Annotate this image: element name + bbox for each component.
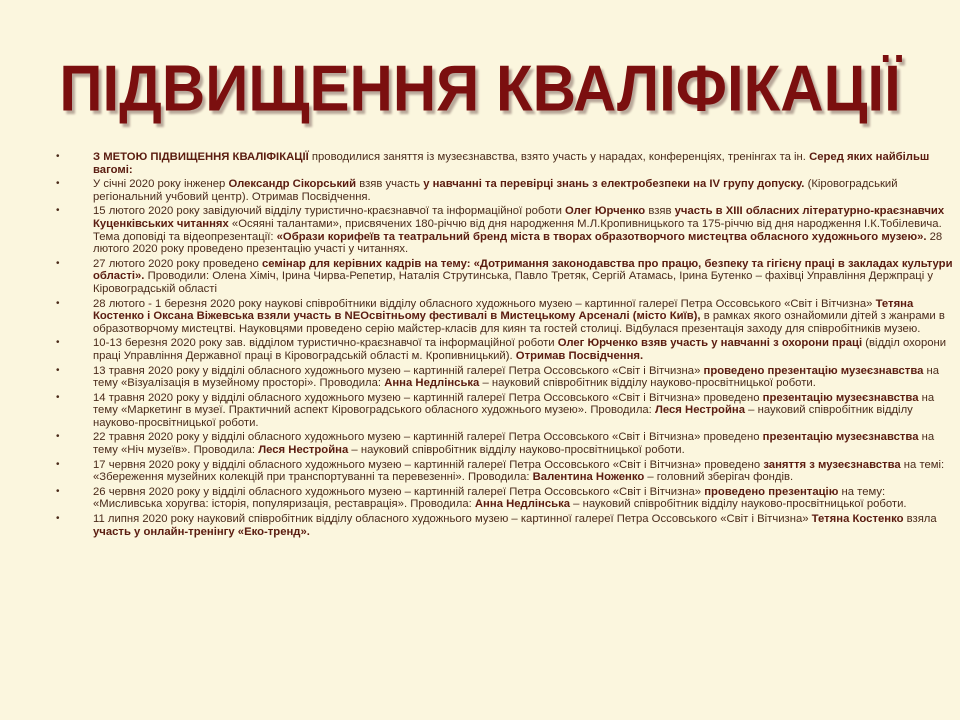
text: на тему «Візуалізація в музейному просторі». Проводила: bbox=[93, 364, 940, 390]
text: «Осяяні талантами», присвячених 180-річчю від дня народження М.Л.Кропивницького та 175-річчю від дня народження І.К.Тобілевича. Тема доповіді та відеопрезентації: bbox=[93, 217, 942, 243]
list-item bbox=[56, 178, 954, 203]
bold-text: З МЕТОЮ ПІДВИЩЕННЯ КВАЛІФІКАЦІЇ bbox=[93, 151, 309, 163]
bold-text: презентацію музеєзнавства bbox=[762, 431, 919, 444]
text: на тему: «Мисливська хоругва: історія, популяризація, реставрація». Проводила: bbox=[93, 485, 886, 511]
text: У січні 2020 року інженер bbox=[93, 178, 229, 191]
text: проводилися заняття із музеєзнавства, взято участь у нарадах, конференціях, тренінгах та ін. bbox=[308, 151, 810, 163]
list-item bbox=[56, 337, 954, 362]
bullet-icon: • bbox=[56, 178, 60, 190]
list-item bbox=[56, 431, 954, 456]
bold-text: Леся Нестройна bbox=[258, 444, 349, 457]
text: взяв bbox=[645, 205, 675, 218]
text: – головний зберігач фондів. bbox=[644, 471, 794, 484]
list-item bbox=[56, 298, 954, 336]
bold-text: Валентина Ноженко bbox=[532, 471, 645, 484]
bullet-icon: • bbox=[56, 513, 60, 525]
bullet-icon: • bbox=[56, 391, 60, 403]
bullet-icon: • bbox=[56, 431, 60, 443]
bold-text: Олег Юрченко взяв участь у навчанні з охорони праці bbox=[557, 337, 863, 350]
text: – науковий співробітник відділу науково-просвітницької роботи. bbox=[479, 377, 816, 390]
text: 28 лютого - 1 березня 2020 року наукові співробітники відділу обласного художнього музею – картинної галереї Петра Оссовського «Світ і Вітчизна» bbox=[93, 297, 876, 310]
text: на тему «Ніч музеїв». Проводила: bbox=[93, 431, 935, 457]
text: 17 червня 2020 року у відділі обласного художнього музею – картинній галереї Петра Оссовського «Світ і Вітчизна» проведено bbox=[93, 458, 764, 471]
bullet-icon: • bbox=[56, 337, 60, 349]
text: 11 липня 2020 року науковий співробітник відділу обласного художнього музею – картинної галереї Петра Оссовського «Світ і Вітчизна» bbox=[93, 513, 812, 526]
list-item bbox=[56, 151, 954, 176]
bold-text: Олег Юрченко bbox=[565, 205, 646, 218]
bullet-icon: • bbox=[56, 257, 60, 269]
list-item bbox=[56, 205, 954, 255]
bold-text: презентацію музеєзнавства bbox=[762, 391, 919, 404]
text: 15 лютого 2020 року завідуючий відділу туристично-краєзнавчої та інформаційної роботи bbox=[93, 205, 566, 218]
list-item bbox=[56, 365, 954, 390]
text: 27 лютого 2020 року проведено bbox=[93, 257, 262, 270]
text: 28 лютого 2020 року проведено презентацію участі у читаннях. bbox=[93, 230, 943, 256]
list-item bbox=[56, 392, 954, 430]
text: 22 травня 2020 року у відділі обласного художнього музею – картинній галереї Петра Оссовського «Світ і Вітчизна» проведено bbox=[93, 431, 763, 444]
bold-text: проведено презентацію музеєзнавства bbox=[703, 364, 924, 377]
bold-text: участь в XIII обласних літературно-краєзнавчих Куценківських читаннях bbox=[93, 205, 945, 230]
bullet-icon: • bbox=[56, 458, 60, 470]
text: – науковий співробітник відділу науково-просвітницької роботи. bbox=[348, 444, 685, 457]
list-item bbox=[56, 486, 954, 511]
bold-text: у навчанні та перевірці знань з електробезпеки на IV групу допуску. bbox=[423, 178, 805, 191]
bullet-list bbox=[56, 151, 954, 540]
bullet-icon: • bbox=[56, 297, 60, 309]
text: взяв участь bbox=[356, 178, 424, 191]
text: на темі: «Збереження музейних колекцій при транспортуванні та перевезенні». Проводила: bbox=[93, 458, 945, 484]
text: 10-13 березня 2020 року зав. відділом туристично-краєзнавчої та інформаційної роботи bbox=[93, 337, 558, 350]
bold-text: Анна Недлінська bbox=[384, 377, 480, 390]
text: 13 травня 2020 року у відділі обласного художнього музею – картинній галереї Петра Оссовського «Світ і Вітчизна» bbox=[93, 364, 704, 377]
bold-text: Отримав Посвідчення. bbox=[515, 349, 644, 362]
list-item bbox=[56, 459, 954, 484]
bold-text: проведено презентацію bbox=[704, 485, 839, 498]
page-title: ПІДВИЩЕННЯ КВАЛІФІКАЦІЇ bbox=[59, 52, 901, 125]
bold-text: Тетяна Костенко bbox=[811, 513, 904, 526]
text: (Кіровоградський регіональний учбовий центр). Отримав Посвідчення. bbox=[93, 178, 898, 203]
bullet-icon: • bbox=[56, 151, 60, 162]
bold-text: Анна Недлінська bbox=[474, 498, 571, 511]
bold-text: Леся Нестройна bbox=[654, 404, 746, 417]
text: взяла bbox=[903, 513, 937, 526]
text: Проводили: Олена Хіміч, Ірина Чирва-Репетир, Наталія Струтинська, Павло Третяк, Сергій Атамась, Ірина Бутенко – фахівці Управління Держпраці у Кіровоградській області bbox=[93, 270, 934, 295]
bold-text: Серед яких найбільш вагомі: bbox=[93, 151, 930, 176]
list-item bbox=[56, 513, 954, 538]
list-item bbox=[56, 258, 954, 296]
bullet-icon: • bbox=[56, 205, 60, 217]
text: в рамках якого ознайомили дітей з жанрами в образотворчому мистецтві. Науковцями проведено серію майстер-класів для киян та гостей столиці. Відбулася презентація заходу для співробітників музею. bbox=[93, 310, 945, 335]
text: (відділ охорони праці Управління Державної праці в Кіровоградській області м. Кропивницький). bbox=[93, 337, 947, 362]
text: – науковий співробітник відділу науково-просвітницької роботи. bbox=[570, 498, 907, 511]
text: 14 травня 2020 року у відділі обласного художнього музею – картинній галереї Петра Оссовського «Світ і Вітчизна» проведено bbox=[93, 391, 763, 404]
bold-text: семінар для керівних кадрів на тему: «Дотримання законодавства про працю, безпеку та гігієну праці в закладах культури області». bbox=[93, 257, 953, 283]
text: 26 червня 2020 року у відділі обласного художнього музею – картинній галереї Петра Оссовського «Світ і Вітчизна» bbox=[93, 485, 705, 498]
bold-text: «Образи корифеїв та театральний бренд міста в творах образотворчого мистецтва обласного художнього музею». bbox=[276, 230, 927, 243]
bullet-icon: • bbox=[56, 364, 60, 376]
bold-text: Олександр Сікорський bbox=[228, 178, 357, 191]
bold-text: Тетяна Костенко і Оксана Віжевська взяли участь в NEOсвітньому фестивалі в Мистецькому Арсеналі (місто Київ), bbox=[93, 297, 914, 323]
bold-text: участь у онлайн-тренінгу «Еко-тренд». bbox=[93, 525, 310, 538]
text: – науковий співробітник відділу науково-просвітницької роботи. bbox=[93, 404, 913, 429]
text: на тему «Маркетинг в музеї. Практичний аспект Кіровоградського обласного художнього музею». Проводила: bbox=[93, 391, 935, 417]
bullet-icon: • bbox=[56, 485, 60, 497]
bold-text: заняття з музеєзнавства bbox=[763, 458, 901, 471]
